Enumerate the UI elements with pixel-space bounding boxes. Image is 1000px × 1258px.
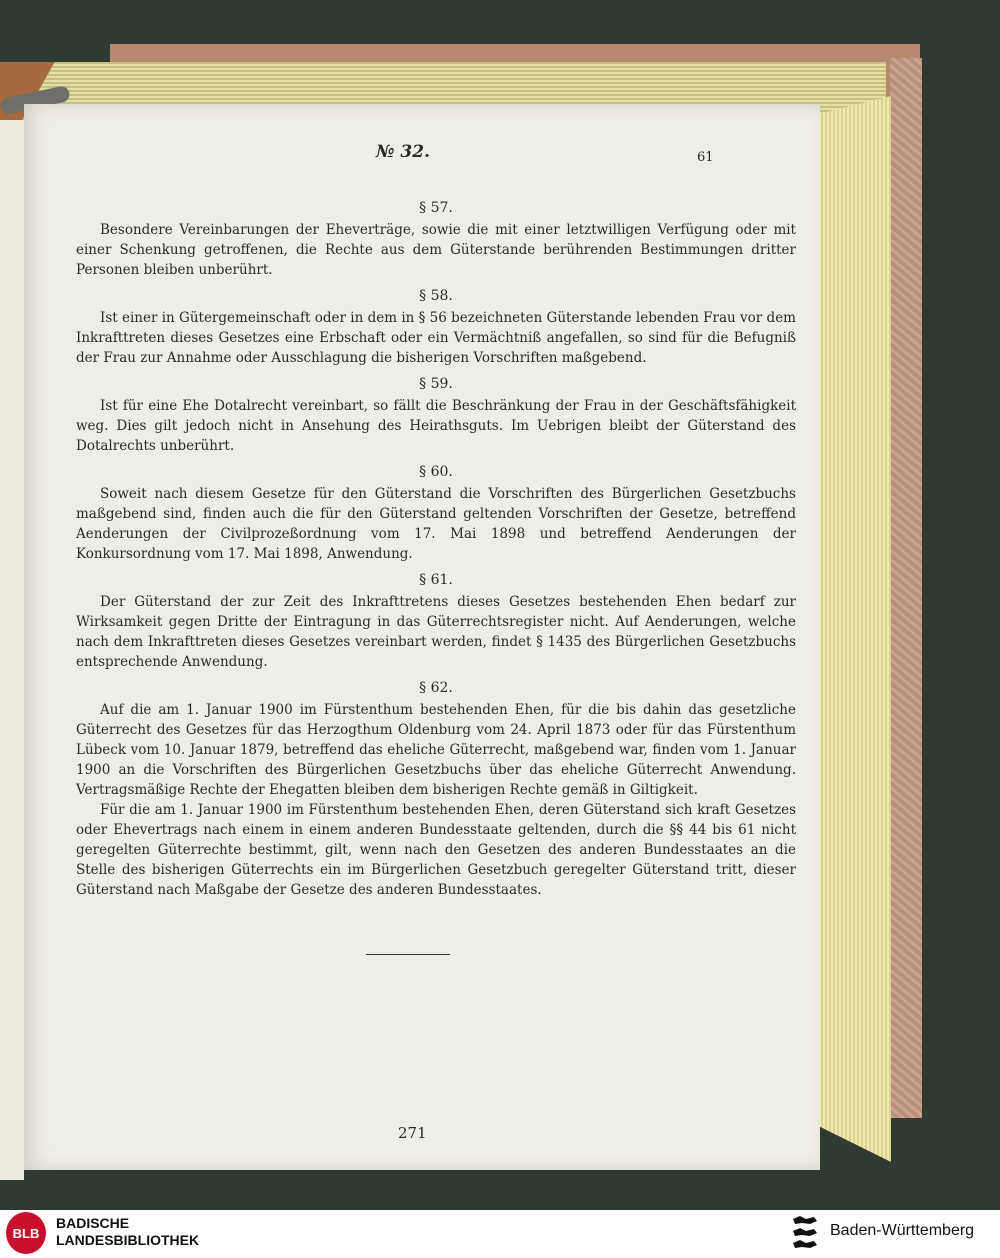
document-page xyxy=(24,104,820,1170)
footer-page-number: 271 xyxy=(398,1124,427,1142)
section-paragraph: Soweit nach diesem Gesetze für den Güterstand die Vorschriften des Bürgerlichen Gesetzbuchs maßgebend sind, finden auch die für den Güterstand geltenden Vorschriften der Gesetze, betreffend Aenderungen der Civilprozeßordnung vom 17. Mai 1898 und betreffend Aenderungen der Konkursordnung vom 17. Mai 1898, Anwendung. xyxy=(76,486,796,562)
section-heading: § 61. xyxy=(419,572,453,588)
page-content xyxy=(76,140,796,900)
section-paragraph: Ist für eine Ehe Dotalrecht vereinbart, so fällt die Beschränkung der Frau in der Geschäftsfähigkeit weg. Dies gilt jedoch nicht in Ansehung des Heirathsguts. Im Uebrigen bleibt der Güterstand des Dotalrechts unberührt. xyxy=(76,398,796,454)
blb-name-line1: BADISCHE xyxy=(56,1215,130,1231)
section-heading: § 62. xyxy=(419,680,453,696)
section-paragraph: Auf die am 1. Januar 1900 im Fürstenthum bestehenden Ehen, für die bis dahin das gesetzliche Güterrecht des Gesetzes für das Herzogthum Oldenburg vom 24. April 1873 oder für das Fürstenthum Lübeck vom 10. Januar 1879, betreffend das eheliche Güterrecht, maßgebend war, finden vom 1. Januar 1900 an die Vorschriften des Bürgerlichen Gesetzbuchs über das eheliche Güterrecht Anwendung. Vertragsmäßige Rechte der Ehegatten bleiben dem bisherigen Rechte gemäß in Giltigkeit. xyxy=(76,702,796,798)
section-heading: § 59. xyxy=(419,376,453,392)
section-heading: § 57. xyxy=(419,200,453,216)
section-paragraph: Für die am 1. Januar 1900 im Fürstenthum bestehenden Ehen, deren Güterstand sich kraft Gesetzes oder Ehevertrags nach einem in einem anderen Bundesstaate geltenden, durch die §§ 44 bis 61 nicht geregelten Güterrechte bestimmt, gilt, wenn nach den Gesetzen des anderen Bundesstaates an die Stelle des bisherigen Güterrechts ein im Bürgerlichen Gesetzbuch geregelter Güterstand tritt, dieser Güterstand nach Maßgabe der Gesetze des anderen Bundesstaates. xyxy=(76,802,796,898)
left-page-edge xyxy=(0,120,24,1180)
header-page-number: 61 xyxy=(697,150,714,165)
blb-name xyxy=(56,1215,199,1249)
book-cover-right xyxy=(890,58,922,1118)
baden-wuerttemberg-lions-icon xyxy=(790,1213,820,1253)
section-paragraph: Der Güterstand der zur Zeit des Inkrafttretens dieses Gesetzes bestehenden Ehen bedarf zur Wirksamkeit gegen Dritte der Eintragung in das Güterrechtsregister nicht. Auf Aenderungen, welche nach dem Inkrafttreten dieses Gesetzes vereinbart werden, findet § 1435 des Bürgerlichen Gesetzbuchs entsprechende Anwendung. xyxy=(76,594,796,670)
document-number: № 32. xyxy=(376,142,430,162)
section-heading: § 60. xyxy=(419,464,453,480)
section-heading: § 58. xyxy=(419,288,453,304)
baden-wuerttemberg-text: Baden-Württemberg xyxy=(830,1222,975,1239)
sections-container xyxy=(76,200,796,900)
end-rule xyxy=(366,954,450,955)
section-paragraph: Ist einer in Gütergemeinschaft oder in dem in § 56 bezeichneten Güterstande lebenden Frau vor dem Inkrafttreten dieses Gesetzes eine Erbschaft oder ein Vermächtniß angefallen, so sind für die Befugniß der Frau zur Annahme oder Ausschlagung die bisherigen Vorschriften maßgebend. xyxy=(76,310,796,366)
section-paragraph: Besondere Vereinbarungen der Eheverträge, sowie die mit einer letztwilligen Verfügung oder mit einer Schenkung getroffenen, die Rechte aus dem Güterstande berührenden Bestimmungen dritter Personen bleiben unberührt. xyxy=(76,222,796,278)
blb-name-line2: LANDESBIBLIOTHEK xyxy=(56,1232,200,1248)
blb-logo-icon: BLB xyxy=(6,1212,46,1254)
